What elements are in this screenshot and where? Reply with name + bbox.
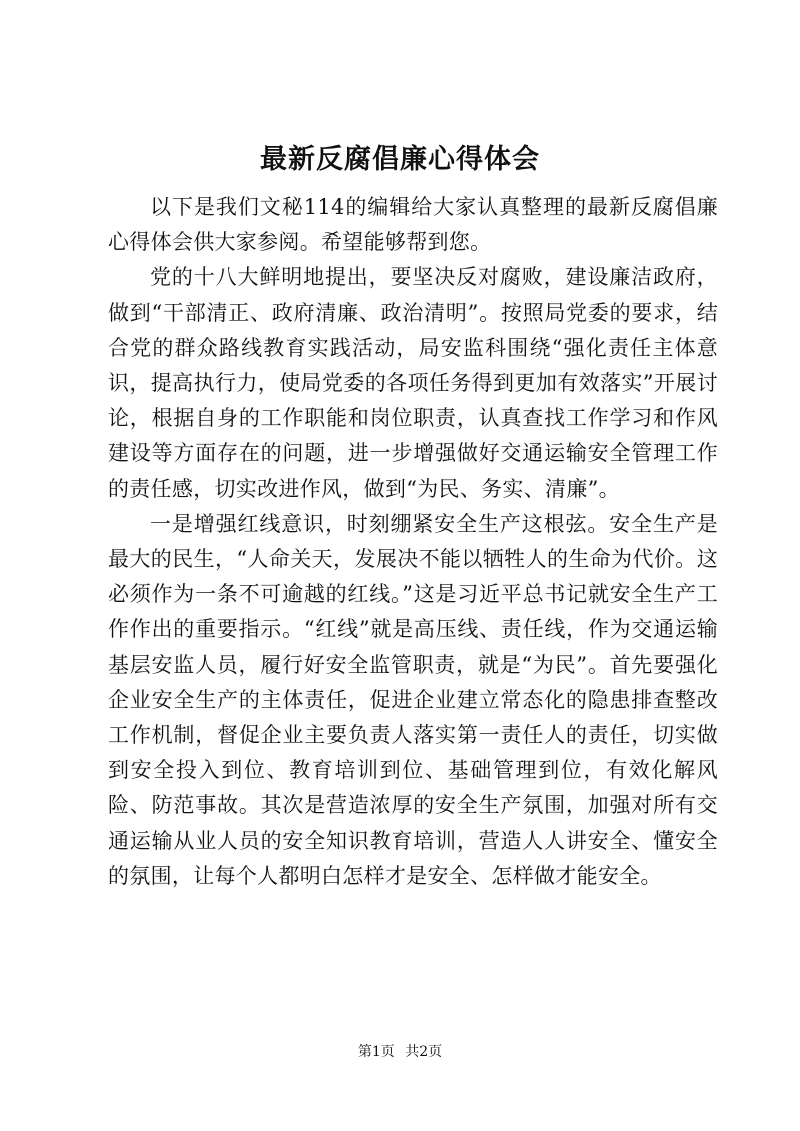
body-paragraph: 党的十八大鲜明地提出，要坚决反对腐败，建设廉洁政府，做到“干部清正、政府清廉、政治清明”。按照局党委的要求，结合党的群众路线教育实践活动，局安监科围绕“强化责任主体意识，提高执行力，使局党委的各项任务得到更加有效落实”开展讨论，根据自身的工作职能和岗位职责，认真查找工作学习和作风建设等方面存在的问题，进一步增强做好交通运输安全管理工作的责任感，切实改进作风，做到“为民、务实、清廉”。 <box>108 265 718 501</box>
page-number: 第1页 <box>357 1044 395 1060</box>
page-footer <box>0 1042 800 1062</box>
page-title: 最新反腐倡廉心得体会 <box>260 144 540 175</box>
page-total: 共2页 <box>405 1044 443 1060</box>
intro-paragraph: 以下是我们文秘114的编辑给大家认真整理的最新反腐倡廉心得体会供大家参阅。希望能够帮到您。 <box>108 195 718 255</box>
body-paragraph: 一是增强红线意识，时刻绷紧安全生产这根弦。安全生产是最大的民生，“人命关天，发展决不能以牺牲人的生命为代价。这必须作为一条不可逾越的红线。”这是习近平总书记就安全生产工作作出的重要指示。“红线”就是高压线、责任线，作为交通运输基层安监人员，履行好安全监管职责，就是“为民”。首先要强化企业安全生产的主体责任，促进企业建立常态化的隐患排查整改工作机制，督促企业主要负责人落实第一责任人的责任，切实做到安全投入到位、教育培训到位、基础管理到位，有效化解风险、防范事故。其次是营造浓厚的安全生产氛围，加强对所有交通运输从业人员的安全知识教育培训，营造人人讲安全、懂安全的氛围，让每个人都明白怎样才是安全、怎样做才能安全。 <box>108 511 718 888</box>
document-body <box>108 190 718 894</box>
